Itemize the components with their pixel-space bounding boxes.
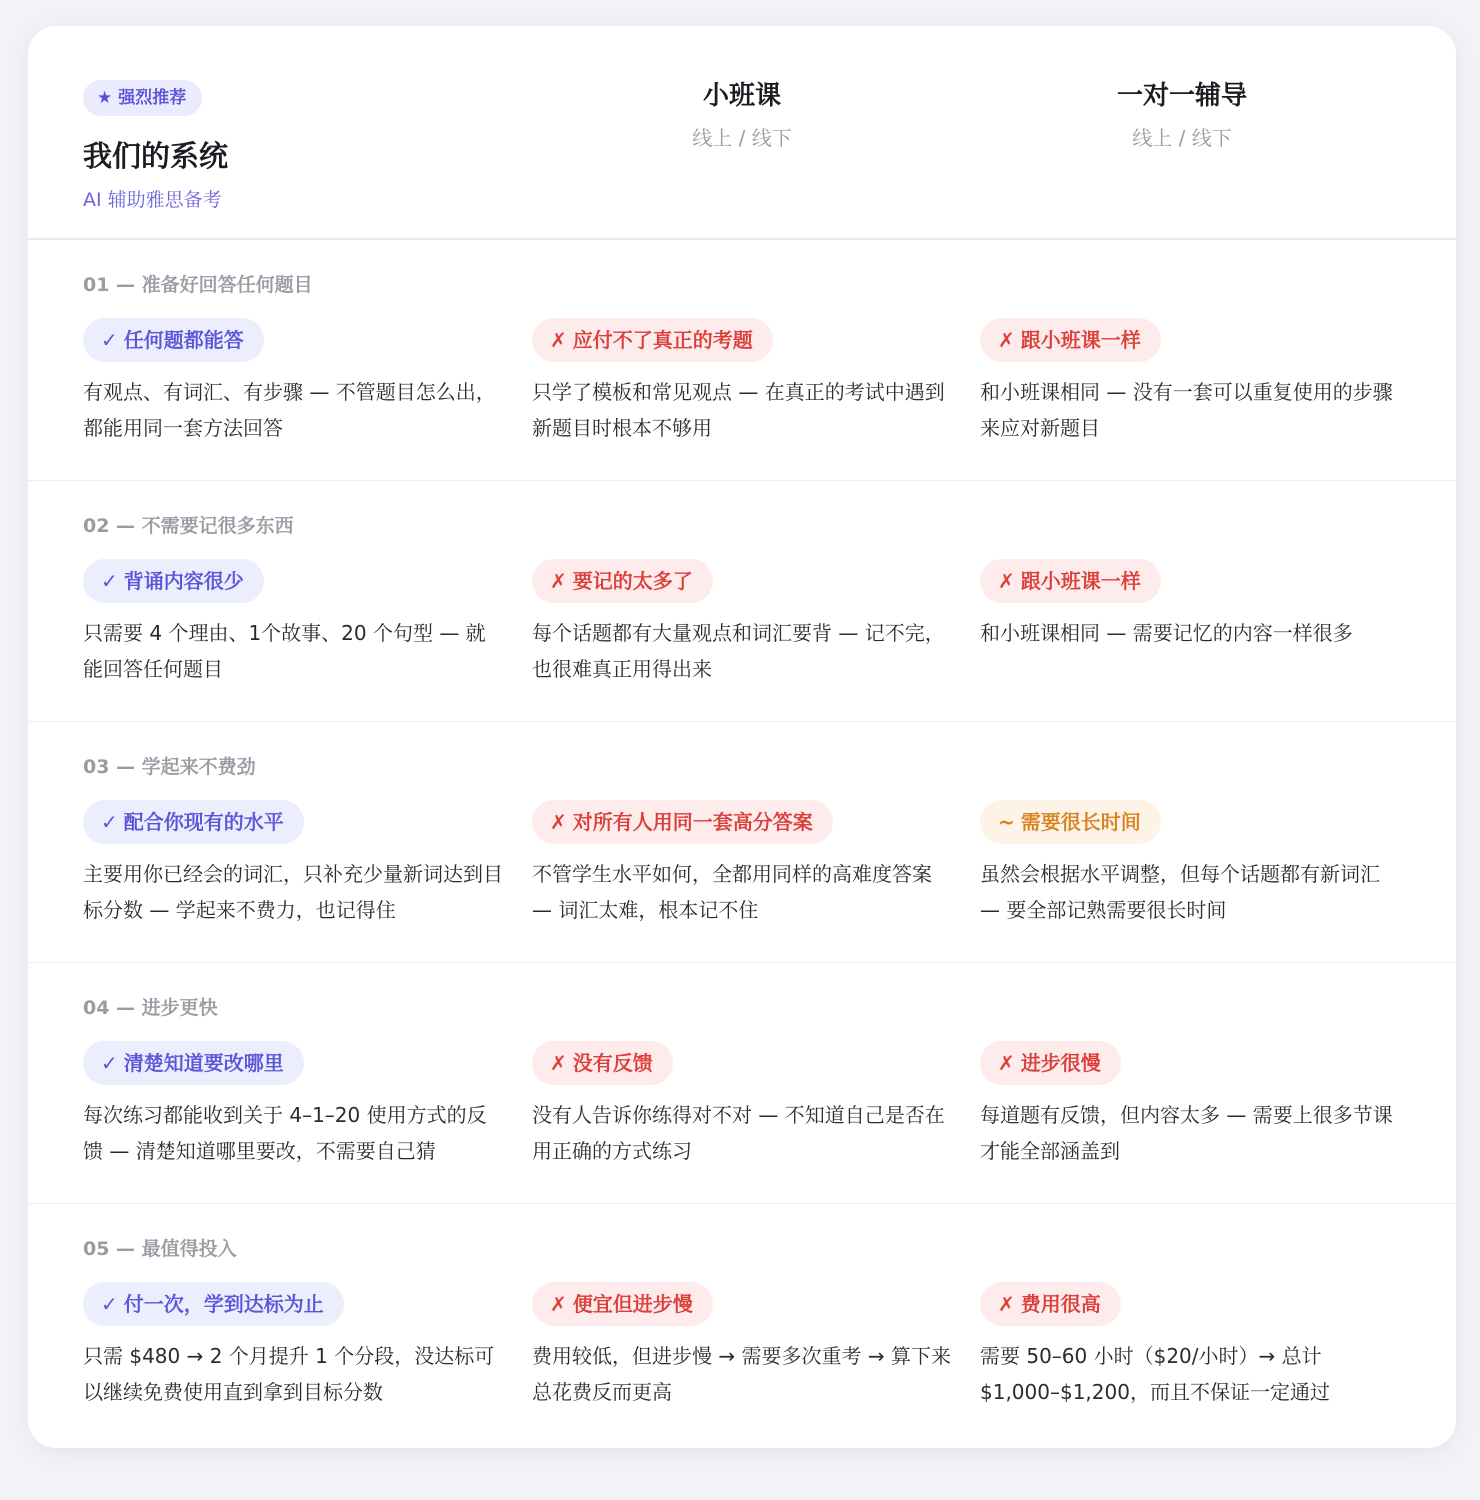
our-system-cell (83, 1282, 503, 1410)
small-class-cell (532, 800, 952, 928)
small-class-cell (532, 1041, 952, 1169)
star-icon: ★ (97, 88, 113, 108)
row-label: 04 — 进步更快 (83, 997, 218, 1019)
status-pill (532, 1282, 713, 1326)
status-pill-label: 任何题都能答 (123, 328, 244, 352)
status-pill-label: 跟小班课一样 (1020, 569, 1141, 593)
cell-description: 和小班课相同 — 没有一套可以重复使用的步骤来应对新题目 (980, 380, 1393, 440)
one-on-one-title: 一对一辅导 (1116, 81, 1247, 111)
check-icon: ✓ (101, 1292, 118, 1316)
our-system-cell (83, 318, 503, 446)
status-pill-label: 对所有人用同一套高分答案 (572, 810, 813, 834)
status-pill-label: 需要很长时间 (1020, 810, 1141, 834)
one-on-one-cell (980, 559, 1400, 651)
comparison-card (28, 26, 1456, 1448)
cross-icon: ✗ (550, 1051, 567, 1075)
cell-description: 有观点、有词汇、有步骤 — 不管题目怎么出，都能用同一套方法回答 (83, 380, 496, 440)
recommended-badge (83, 80, 202, 116)
our-system-title: 我们的系统 (83, 139, 229, 173)
comparison-row (28, 722, 1456, 963)
status-pill (83, 559, 264, 603)
check-icon: ✓ (101, 328, 118, 352)
tilde-icon: ~ (998, 810, 1015, 834)
header-our-system (83, 80, 483, 212)
cross-icon: ✗ (998, 328, 1015, 352)
comparison-row (28, 1204, 1456, 1444)
status-pill-label: 清楚知道要改哪里 (123, 1051, 284, 1075)
cell-description: 没有人告诉你练得对不对 — 不知道自己是否在用正确的方式练习 (532, 1103, 945, 1163)
one-on-one-cell (980, 1041, 1400, 1169)
cross-icon: ✗ (550, 569, 567, 593)
status-pill-label: 背诵内容很少 (123, 569, 244, 593)
status-pill (980, 318, 1161, 362)
status-pill (532, 1041, 673, 1085)
status-pill (83, 1041, 304, 1085)
one-on-one-subtitle: 线上 / 线下 (1132, 126, 1232, 150)
status-pill-label: 没有反馈 (572, 1051, 653, 1075)
status-pill-label: 便宜但进步慢 (572, 1292, 693, 1316)
cross-icon: ✗ (550, 810, 567, 834)
status-pill-label: 付一次，学到达标为止 (123, 1292, 324, 1316)
one-on-one-cell (980, 318, 1400, 446)
status-pill-label: 应付不了真正的考题 (572, 328, 753, 352)
small-class-subtitle: 线上 / 线下 (692, 126, 792, 150)
our-system-cell (83, 800, 503, 928)
row-label: 05 — 最值得投入 (83, 1238, 237, 1260)
check-icon: ✓ (101, 569, 118, 593)
row-label: 02 — 不需要记很多东西 (83, 515, 294, 537)
one-on-one-cell (980, 800, 1400, 928)
cell-description: 和小班课相同 — 需要记忆的内容一样很多 (980, 621, 1353, 645)
status-pill (83, 318, 264, 362)
cross-icon: ✗ (550, 1292, 567, 1316)
cell-description: 只学了模板和常见观点 — 在真正的考试中遇到新题目时根本不够用 (532, 380, 945, 440)
status-pill (83, 1282, 344, 1326)
status-pill-label: 进步很慢 (1020, 1051, 1101, 1075)
our-system-cell (83, 1041, 503, 1169)
cell-description: 每次练习都能收到关于 4–1–20 使用方式的反馈 — 清楚知道哪里要改，不需要自己猜 (83, 1103, 487, 1163)
status-pill (980, 1282, 1121, 1326)
status-pill (532, 800, 833, 844)
status-pill-label: 要记的太多了 (572, 569, 693, 593)
cell-description: 每个话题都有大量观点和词汇要背 — 记不完，也很难真正用得出来 (532, 621, 945, 681)
check-icon: ✓ (101, 810, 118, 834)
cell-description: 只需要 4 个理由、1个故事、20 个句型 — 就能回答任何题目 (83, 621, 486, 681)
status-pill (980, 800, 1161, 844)
cell-description: 主要用你已经会的词汇，只补充少量新词达到目标分数 — 学起来不费力，也记得住 (83, 862, 503, 922)
row-label: 01 — 准备好回答任何题目 (83, 274, 313, 296)
cell-description: 每道题有反馈，但内容太多 — 需要上很多节课才能全部涵盖到 (980, 1103, 1393, 1163)
cell-description: 不管学生水平如何，全都用同样的高难度答案 — 词汇太难，根本记不住 (532, 862, 932, 922)
status-pill-label: 配合你现有的水平 (123, 810, 284, 834)
status-pill (532, 559, 713, 603)
status-pill (980, 1041, 1121, 1085)
cross-icon: ✗ (998, 1051, 1015, 1075)
cross-icon: ✗ (998, 1292, 1015, 1316)
status-pill-label: 费用很高 (1020, 1292, 1101, 1316)
comparison-row (28, 481, 1456, 722)
header-one-on-one (980, 80, 1384, 151)
comparison-row (28, 240, 1456, 481)
one-on-one-cell (980, 1282, 1400, 1410)
status-pill-label: 跟小班课一样 (1020, 328, 1141, 352)
recommended-badge-label: 强烈推荐 (118, 88, 187, 108)
cell-description: 只需 $480 → 2 个月提升 1 个分段，没达标可以继续免费使用直到拿到目标分数 (83, 1344, 495, 1404)
small-class-cell (532, 318, 952, 446)
comparison-header (28, 26, 1456, 240)
status-pill (532, 318, 773, 362)
row-label: 03 — 学起来不费劲 (83, 756, 256, 778)
cross-icon: ✗ (998, 569, 1015, 593)
status-pill (980, 559, 1161, 603)
cell-description: 费用较低，但进步慢 → 需要多次重考 → 算下来总花费反而更高 (532, 1344, 951, 1404)
our-system-subtitle: AI 辅助雅思备考 (83, 189, 222, 211)
check-icon: ✓ (101, 1051, 118, 1075)
header-small-class (532, 80, 952, 151)
cell-description: 需要 50–60 小时（$20/小时）→ 总计 $1,000–$1,200，而且不保证一定通过 (980, 1344, 1330, 1404)
comparison-row (28, 963, 1456, 1204)
small-class-cell (532, 1282, 952, 1410)
our-system-cell (83, 559, 503, 687)
small-class-title: 小班课 (702, 81, 781, 111)
cell-description: 虽然会根据水平调整，但每个话题都有新词汇 — 要全部记熟需要很长时间 (980, 862, 1380, 922)
status-pill (83, 800, 304, 844)
small-class-cell (532, 559, 952, 687)
cross-icon: ✗ (550, 328, 567, 352)
